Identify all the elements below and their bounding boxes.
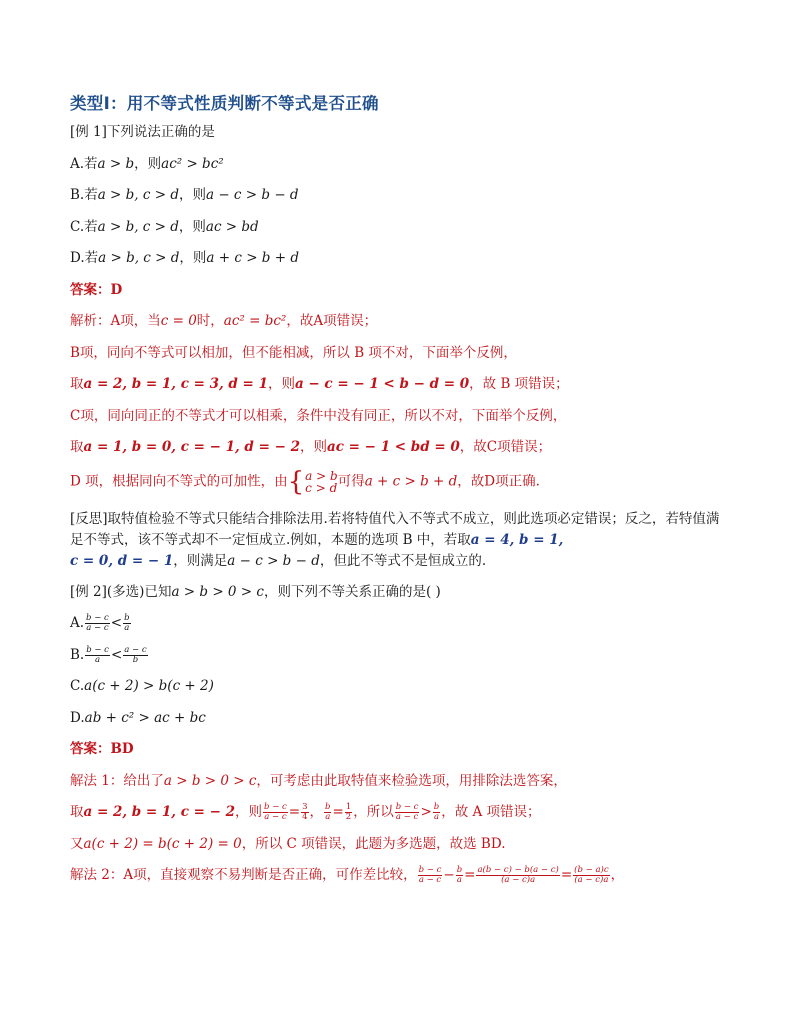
- document-page: [70, 90, 730, 897]
- fraction: $\frac{b}{a}$: [124, 613, 130, 633]
- fraction: $\frac{b - c}{a}$: [86, 644, 109, 665]
- ex2-solution-1-line-1: 解法 1：给出了a > b > 0 > c，可考虑由此取特值来检验选项，用排除法选答案，: [70, 772, 567, 789]
- ex2-answer: 答案：BD: [70, 741, 134, 757]
- fraction: $\frac{3}{4}$: [302, 802, 308, 822]
- ex2-option-d: D.ab + c² > ac + bc: [70, 709, 206, 726]
- ex2-option-b: B. $\frac{b - c}{a}$ < $\frac{a - c}{b}$: [70, 644, 147, 665]
- fraction: $\frac{b}{a}$: [456, 865, 463, 885]
- example-2-title: [例 2](多选)已知a > b > 0 > c，则下列不等关系正确的是( ): [70, 583, 441, 600]
- fraction: $\frac{b - c}{a - c}$: [86, 613, 109, 633]
- ex2-solution-1-line-3: 又a(c + 2) = b(c + 2) = 0，所以 C 项错误，此题为多选题，故选 BD.: [70, 835, 506, 852]
- ex1-option-c: C.若a > b, c > d，则ac > bd: [70, 218, 259, 235]
- ex1-solution-line-6: D 项，根据同向不等式的可加性，由{ a > b c > d 可得a + c > b + d，故D项正确.: [70, 466, 540, 497]
- fraction: $\frac{b}{a}$: [325, 802, 331, 822]
- ex1-solution-line-1: 解析：A项，当c = 0时，ac² = bc²，故A项错误；: [70, 313, 378, 329]
- fraction: $\frac{b}{a}$: [433, 802, 440, 822]
- fraction: $\frac{(b - a)c}{(a - c)a}$: [574, 865, 609, 885]
- ex1-solution-line-2: B项，同向不等式可以相加，但不能相减，所以 B 项不对，下面举个反例，: [70, 344, 517, 361]
- fraction: $\frac{b - c}{a - c}$: [418, 865, 442, 885]
- example-1-title: [例 1]下列说法正确的是: [70, 124, 215, 140]
- ex2-option-a: A. $\frac{b - c}{a - c}$ < $\frac{b}{a}$: [70, 613, 130, 633]
- fraction: $\frac{a - c}{b}$: [124, 644, 147, 665]
- inequality-system: a > b c > d: [305, 468, 338, 495]
- ex1-answer: 答案：D: [70, 281, 123, 298]
- brace-symbol: {: [287, 466, 305, 497]
- fraction: $\frac{1}{2}$: [345, 802, 352, 822]
- ex2-solution-2-line-1: 解法 2：A项，直接观察不易判断是否正确，可作差比较， $\frac{b - c}{a - c}$ − $\frac{b}{a}$ = $\frac{a(b - c) - b(a - c)}{(a - c)a}$ = $\frac{(b - a)c}{(a - c)a}$ ，: [70, 865, 625, 885]
- fraction: $\frac{a(b - c) - b(a - c)}{(a - c)a}$: [477, 865, 559, 885]
- ex1-solution-line-3: 取a = 2, b = 1, c = 3, d = 1，则a − c = − 1 < b − d = 0，故 B 项错误；: [70, 376, 569, 392]
- fraction: $\frac{b - c}{a - c}$: [264, 802, 287, 822]
- ex2-option-c: C.a(c + 2) > b(c + 2): [70, 678, 214, 694]
- ex1-option-a: A.若a > b，则ac² > bc²: [70, 155, 224, 172]
- ex1-solution-line-5: 取a = 1, b = 0, c = − 1, d = − 2，则ac = − 1 < bd = 0，故C项错误；: [70, 439, 552, 455]
- fraction: $\frac{b - c}{a - c}$: [395, 802, 419, 822]
- reflection-paragraph: [反思]取特值检验不等式只能结合排除法用.若将特值代入不等式不成立，则此选项必定错误；反之，若特值满足不等式，该不等式却不一定恒成立.例如，本题的选项 B 中，若取a = 4, b = 1, c = 0, d = − 1，则满足a − c > b − d，但此不等式不是恒成立的.: [70, 510, 720, 569]
- ex1-option-b: B.若a > b, c > d，则a − c > b − d: [70, 187, 299, 203]
- ex1-solution-line-4: C项，同向同正的不等式才可以相乘，条件中没有同正，所以不对，下面举个反例，: [70, 407, 567, 424]
- ex1-option-d: D.若a > b, c > d，则a + c > b + d: [70, 250, 299, 266]
- ex2-solution-1-line-2: 取a = 2, b = 1, c = − 2，则 $\frac{b - c}{a - c}$ = $\frac{3}{4}$ ， $\frac{b}{a}$ = $\frac{1}{2}$ ，所以 $\frac{b - c}{a - c}$ > $\frac{b}{a}$ ，故 A 项错误；: [70, 802, 541, 822]
- section-heading: 类型Ⅰ：用不等式性质判断不等式是否正确: [70, 94, 379, 113]
